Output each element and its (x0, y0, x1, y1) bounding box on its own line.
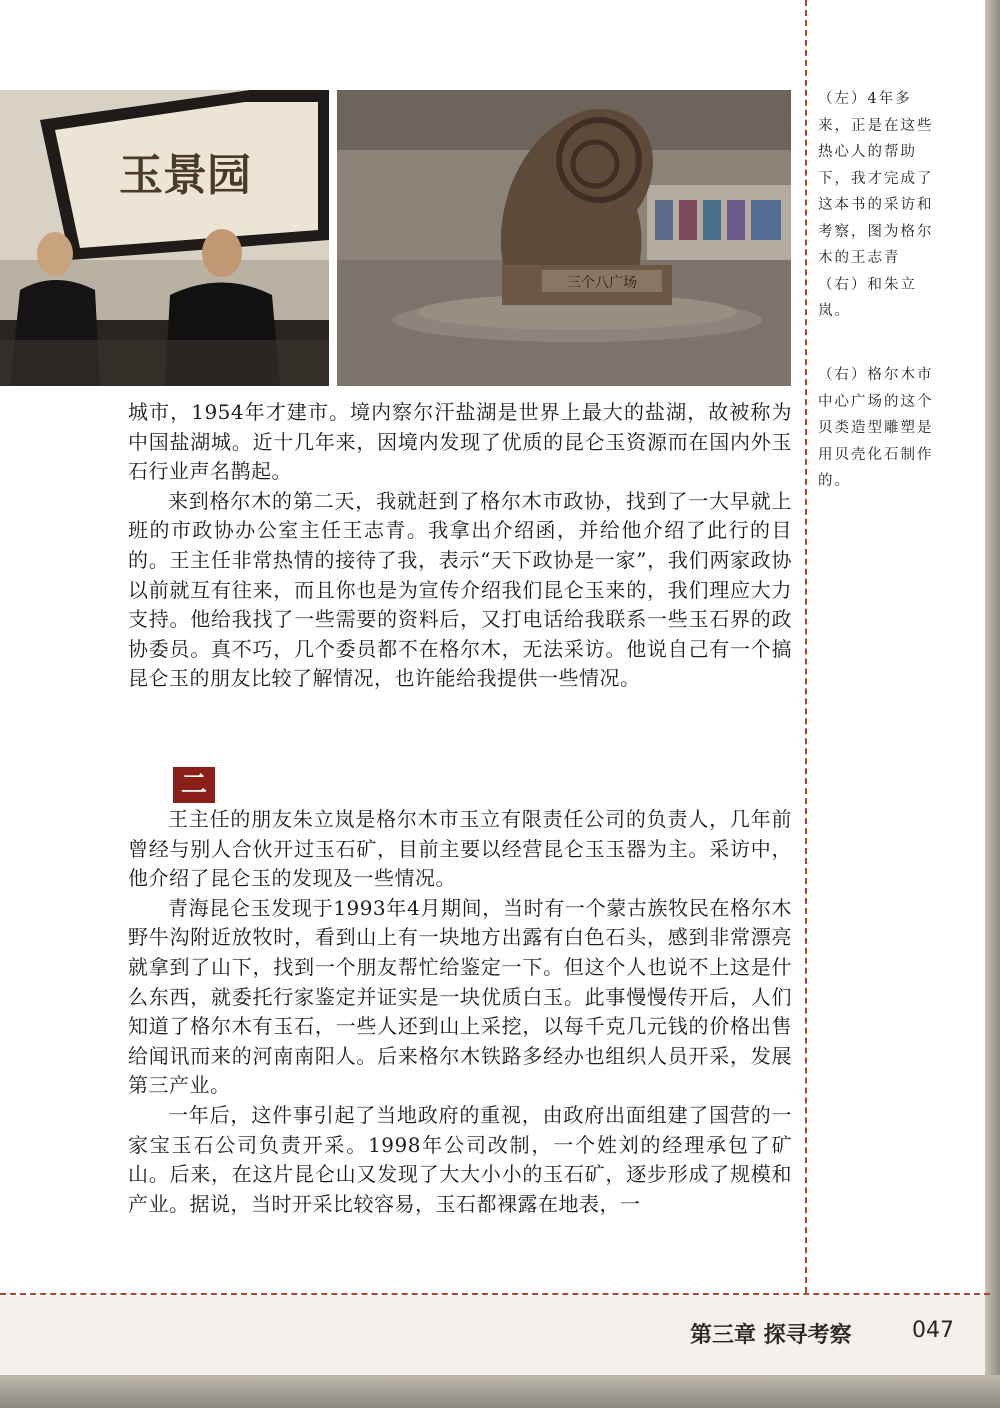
photo-right-sculpture (337, 90, 791, 386)
dashed-divider-vertical (805, 0, 807, 1293)
body-text-block-1 (128, 398, 792, 694)
caption-left-photo: （左）4年多来，正是在这些热心人的帮助下，我才完成了这本书的采访和考察，图为格尔木的王志青（右）和朱立岚。 (818, 91, 934, 319)
sign-text: 玉景园 (119, 150, 251, 201)
paragraph-5: 一年后，这件事引起了当地政府的重视，由政府出面组建了国营的一家宝玉石公司负责开采。1998年公司改制，一个姓刘的经理承包了矿山。后来，在这片昆仑山又发现了大大小小的玉石矿，逐步形成了规模和产业。据说，当时开采比较容易，玉石都裸露在地表，一 (128, 1102, 792, 1216)
page-edge-right (985, 0, 1000, 1408)
paragraph-4: 青海昆仑玉发现于1993年4月期间，当时有一个蒙古族牧民在格尔木野牛沟附近放牧时，看到山上有一块地方出露有白色石头，感到非常漂亮就拿到了山下，找到一个朋友帮忙给鉴定一下。但这个人也说不上这是什么东西，就委托行家鉴定并证实是一块优质白玉。此事慢慢传开后，人们知道了格尔木有玉石，一些人还到山上采挖，以每千克几元钱的价格出售给闻讯而来的河南南阳人。后来格尔木铁路多经办也组织人员开采，发展第三产业。 (128, 895, 792, 1098)
photo-left-people (0, 90, 329, 386)
paragraph-2: 来到格尔木的第二天，我就赶到了格尔木市政协，找到了一大早就上班的市政协办公室主任王志青。我拿出介绍函，并给他介绍了此行的目的。王主任非常热情的接待了我，表示“天下政协是一家”，我们两家政协以前就互有往来，而且你也是为宣传介绍我们昆仑玉来的，我们理应大力支持。他给我找了一些需要的资料后，又打电话给我联系一些玉石界的政协委员。真不巧，几个委员都不在格尔木，无法采访。他说自己有一个搞昆仑玉的朋友比较了解情况，也许能给我提供一些情况。 (128, 488, 792, 691)
plaque-text: 三个八广场 (567, 275, 637, 291)
caption-right-photo: （右）格尔木市中心广场的这个贝类造型雕塑是用贝壳化石制作的。 (818, 367, 934, 489)
page-edge-bottom (0, 1375, 1000, 1408)
page-number: 047 (912, 1318, 954, 1343)
paragraph-3: 王主任的朋友朱立岚是格尔木市玉立有限责任公司的负责人，几年前曾经与别人合伙开过玉石矿，目前主要以经营昆仑玉玉器为主。采访中，他介绍了昆仑玉的发现及一些情况。 (128, 807, 792, 891)
dashed-divider-horizontal (0, 1293, 990, 1295)
paragraph-1: 城市，1954年才建市。境内察尔汗盐湖是世界上最大的盐湖，故被称为中国盐湖城。近十几年来，因境内发现了优质的昆仑玉资源而在国内外玉石行业声名鹊起。 (128, 400, 792, 484)
body-text-block-2 (128, 805, 792, 1219)
chapter-title: 第三章 探寻考察 (690, 1323, 852, 1348)
section-number-badge: 二 (173, 767, 215, 803)
